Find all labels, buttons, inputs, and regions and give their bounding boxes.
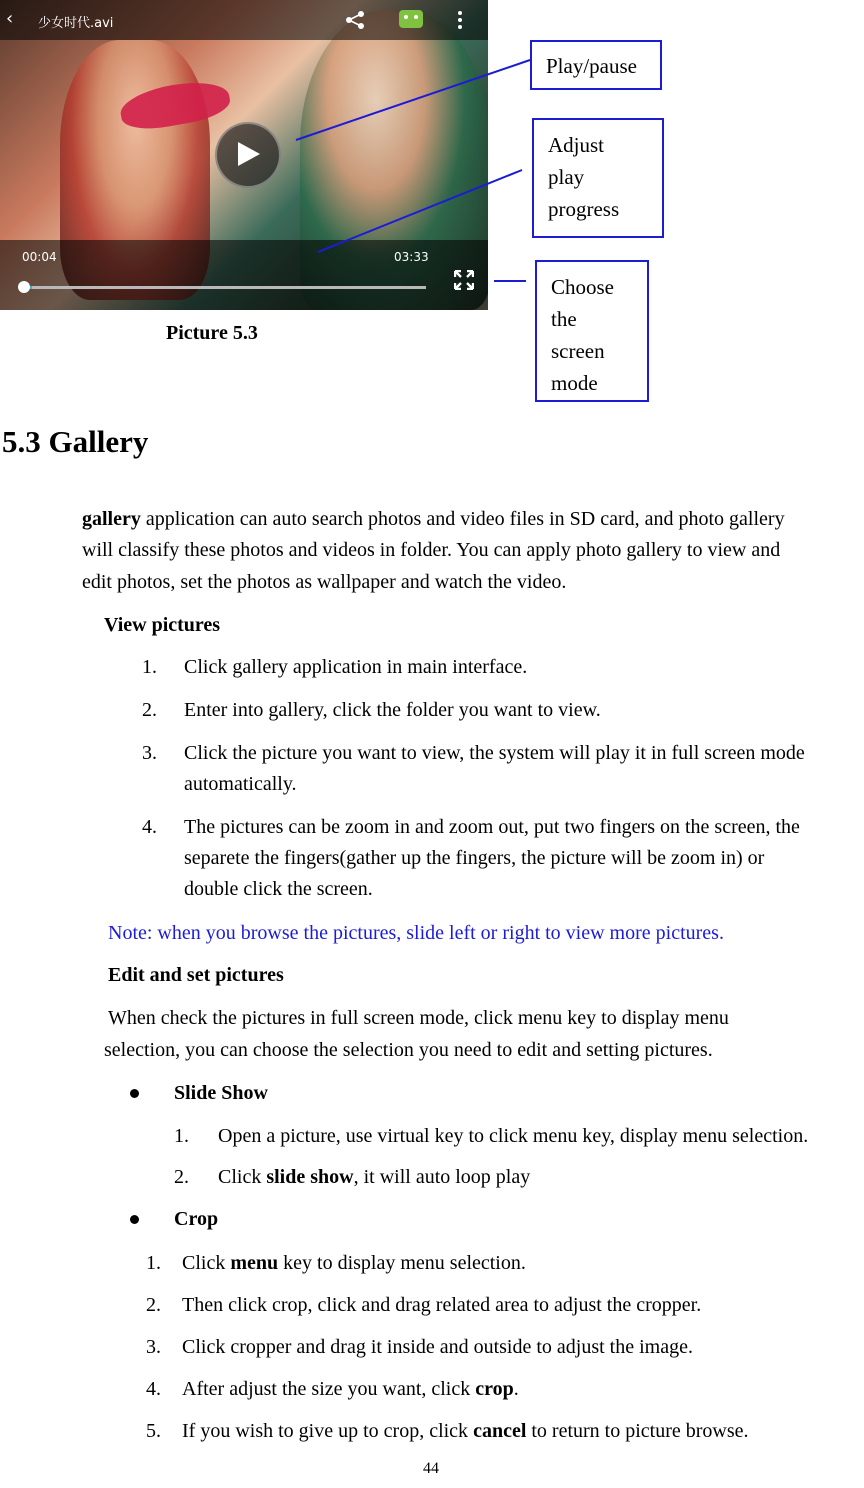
step-number: 1.: [142, 656, 157, 678]
step-number: 2.: [174, 1166, 189, 1188]
step-number: 4.: [146, 1378, 161, 1400]
step-number: 4.: [142, 816, 157, 838]
note-text: Note: when you browse the pictures, slide left or right to view more pictures.: [108, 922, 724, 944]
callout-line: mode: [551, 371, 598, 395]
callout-leader-lines: [0, 0, 864, 420]
text-part: to return to picture browse.: [526, 1420, 749, 1442]
view-pictures-heading: View pictures: [104, 614, 221, 636]
step-number: 3.: [146, 1336, 161, 1358]
step-text: Click the picture you want to view, the system will play it in full screen mode: [184, 742, 805, 764]
figure-caption: Picture 5.3: [166, 322, 258, 344]
intro-line-3: edit photos, set the photos as wallpaper and watch the video.: [82, 571, 567, 593]
step-text: Open a picture, use virtual key to click menu key, display menu selection.: [218, 1125, 809, 1147]
step-text: [218, 1162, 530, 1193]
text-bold: slide show: [266, 1166, 354, 1188]
intro-bold: gallery: [82, 508, 141, 530]
callout-line: Adjust: [548, 133, 605, 157]
step-text: Enter into gallery, click the folder you want to view.: [184, 699, 601, 721]
callout-line: play: [548, 165, 585, 189]
text-bold: menu: [230, 1252, 279, 1274]
slide-show-heading: Slide Show: [174, 1082, 268, 1104]
text-part: After adjust the size you want, click: [182, 1378, 476, 1400]
callout-line: Choose: [551, 275, 614, 299]
step-text: Then click crop, click and drag related area to adjust the cropper.: [182, 1294, 702, 1316]
step-text: separete the fingers(gather up the fingers, the picture will be zoom in) or: [184, 847, 765, 869]
step-number: 1.: [146, 1252, 161, 1274]
crop-heading: Crop: [174, 1208, 219, 1230]
back-icon[interactable]: ‹: [6, 8, 14, 29]
step-number: 1.: [174, 1125, 189, 1147]
edit-set-line-1: When check the pictures in full screen mode, click menu key to display menu: [108, 1007, 729, 1029]
step-number: 2.: [146, 1294, 161, 1316]
leader-play-pause: [296, 60, 530, 140]
callout-line: screen: [551, 339, 605, 363]
step-text: [182, 1416, 749, 1447]
intro-line-1: [82, 504, 785, 535]
text-part: .: [513, 1378, 519, 1400]
intro-text: application can auto search photos and video files in SD card, and photo gallery: [140, 508, 785, 530]
time-total: 03:33: [394, 250, 429, 264]
callout-play-pause-text: Play/pause: [546, 54, 637, 78]
step-text: The pictures can be zoom in and zoom out, put two fingers on the screen, the: [184, 816, 800, 838]
text-part: , it will auto loop play: [353, 1166, 531, 1188]
edit-set-line-2: selection, you can choose the selection you need to edit and setting pictures.: [104, 1039, 713, 1061]
step-text: Click gallery application in main interface.: [184, 656, 528, 678]
step-number: 3.: [142, 742, 157, 764]
text-part: Click: [218, 1166, 267, 1188]
step-number: 2.: [142, 699, 157, 721]
step-text: double click the screen.: [184, 878, 373, 900]
text-bold: crop: [475, 1378, 514, 1400]
intro-line-2: will classify these photos and videos in folder. You can apply photo gallery to view and: [82, 539, 781, 561]
callout-play-pause: [530, 40, 662, 90]
step-text: [182, 1374, 519, 1405]
step-text: automatically.: [184, 773, 297, 795]
leader-progress: [318, 170, 522, 252]
callout-adjust-progress: [532, 118, 664, 238]
step-number: 5.: [146, 1420, 161, 1442]
callout-screen-mode: [535, 260, 649, 402]
time-elapsed: 00:04: [22, 250, 57, 264]
text-bold: cancel: [473, 1420, 527, 1442]
text-part: Click: [182, 1252, 231, 1274]
step-text: Click cropper and drag it inside and outside to adjust the image.: [182, 1336, 693, 1358]
bullet: [130, 1089, 139, 1098]
step-text: [182, 1248, 526, 1279]
callout-line: the: [551, 307, 577, 331]
section-title: 5.3 Gallery: [2, 424, 149, 459]
video-title: 少女时代.avi: [38, 16, 114, 31]
text-part: If you wish to give up to crop, click: [182, 1420, 474, 1442]
page-number: 44: [423, 1460, 439, 1477]
edit-set-heading: Edit and set pictures: [108, 964, 284, 986]
bullet: [130, 1215, 139, 1224]
callout-line: progress: [548, 197, 620, 221]
text-part: key to display menu selection.: [278, 1252, 526, 1274]
